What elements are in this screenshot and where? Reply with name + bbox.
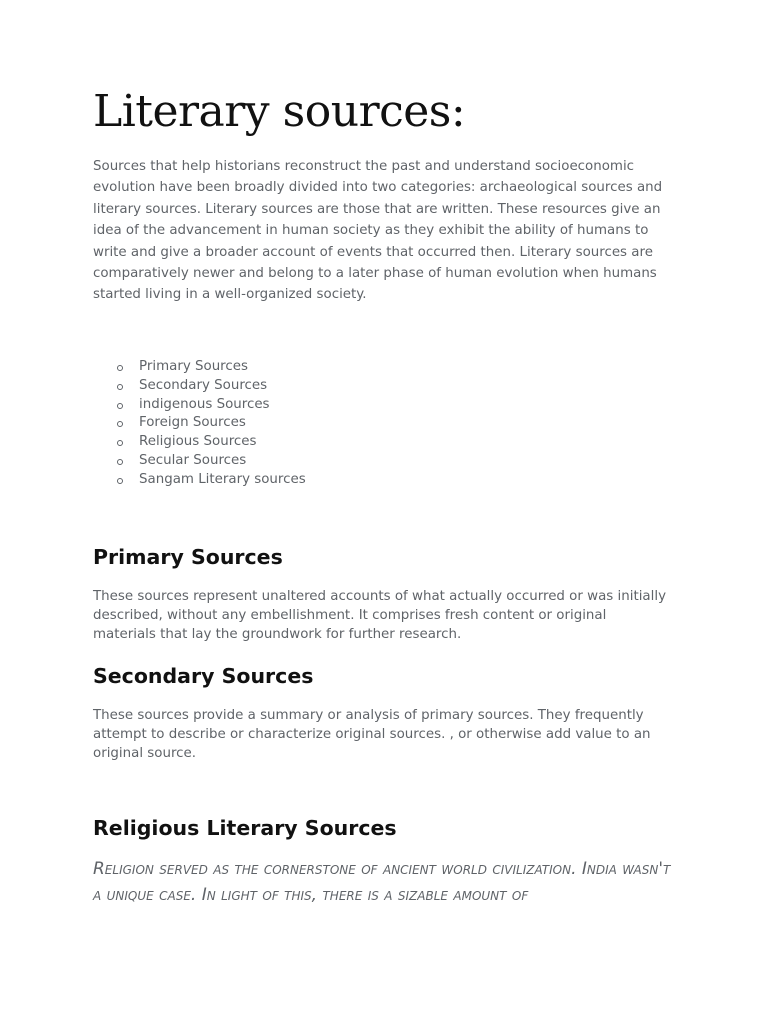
secondary-sources-heading: Secondary Sources: [93, 664, 314, 688]
list-item-label: Secular Sources: [139, 452, 247, 468]
circle-bullet-icon: [117, 403, 123, 409]
primary-sources-heading: Primary Sources: [93, 545, 283, 569]
list-item-label: Secondary Sources: [139, 377, 268, 393]
list-item: [93, 358, 306, 377]
sources-list: [93, 358, 306, 490]
circle-bullet-icon: [117, 365, 123, 371]
circle-bullet-icon: [117, 478, 123, 484]
list-item: [93, 452, 306, 471]
circle-bullet-icon: [117, 384, 123, 390]
list-item-label: indigenous Sources: [139, 396, 270, 412]
intro-paragraph: Sources that help historians reconstruct the past and understand socioeconomic evolution have been broadly divided into two categories: archaeological sources and literary sources. Literary sources are those that are written. These resources give an idea of the advancement in human society as they exhibit the ability of humans to write and give a broader account of events that occurred then. Literary sources are comparatively newer and belong to a later phase of human evolution when humans started living in a well-organized society.: [93, 159, 663, 303]
list-item: [93, 396, 306, 415]
religious-sources-heading: Religious Literary Sources: [93, 816, 397, 840]
list-item: [93, 377, 306, 396]
circle-bullet-icon: [117, 459, 123, 465]
religious-sources-text: Religion served as the cornerstone of ancient world civilization. India wasn't a unique case. In light of this, there is a sizable amount of: [93, 859, 671, 905]
list-item: [93, 433, 306, 452]
list-item-label: Primary Sources: [139, 359, 248, 374]
list-item-label: Religious Sources: [139, 434, 257, 450]
list-item: [93, 414, 306, 433]
secondary-sources-text: These sources provide a summary or analysis of primary sources. They frequently attempt to describe or characterize original sources. , or otherwise add value to an original source.: [93, 708, 651, 761]
circle-bullet-icon: [117, 440, 123, 446]
circle-bullet-icon: [117, 421, 123, 427]
list-item-label: Foreign Sources: [139, 415, 246, 431]
list-item-label: Sangam Literary sources: [139, 471, 306, 487]
primary-sources-text: These sources represent unaltered accounts of what actually occurred or was initially described, without any embellishment. It comprises fresh content or original materials that lay the groundwork for further research.: [93, 589, 666, 642]
page-title: Literary sources:: [93, 86, 466, 137]
list-item: [93, 471, 306, 490]
